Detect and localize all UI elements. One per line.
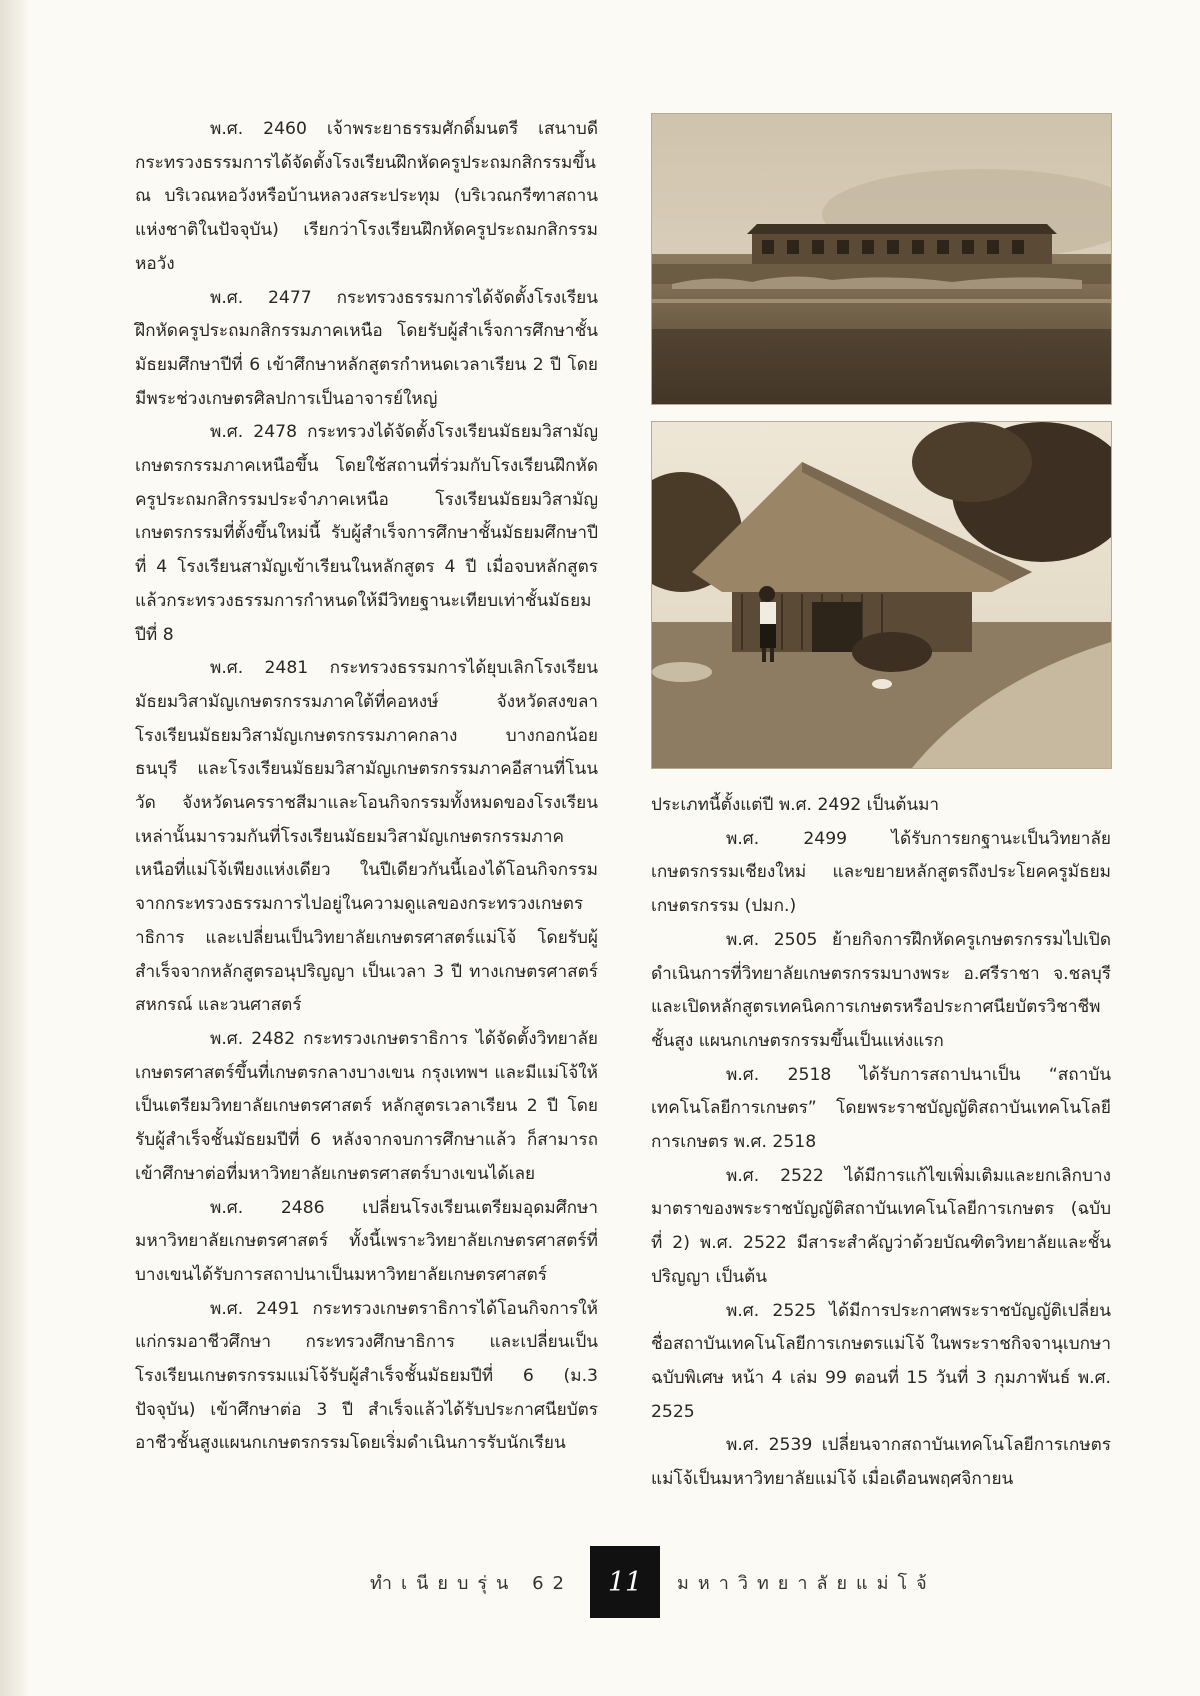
footer-university-name: มหาวิทยาลัยแม่โจ้ xyxy=(677,1573,936,1594)
history-paragraph: พ.ศ. 2460 เจ้าพระยาธรรมศักดิ์มนตรี เสนาบดีกระทรวงธรรมการได้จัดตั้งโรงเรียนฝึกหัดครูประถมกสิกรรมขึ้น ณ บริเวณหอวังหรือบ้านหลวงสระประทุม (บริเวณกรีฑาสถานแห่งชาติในปัจจุบัน) เรียกว่าโรงเรียนฝึกหัดครูประถมกสิกรรมหอวัง xyxy=(135,119,598,274)
history-paragraph: ประเภทนี้ตั้งแต่ปี พ.ศ. 2492 เป็นต้นมา xyxy=(651,795,940,815)
history-paragraph: พ.ศ. 2525 ได้มีการประกาศพระราชบัญญัติเปลี่ยนชื่อสถาบันเทคโนโลยีการเกษตรแม่โจ้ ในพระราชกิจจานุเบกษา ฉบับพิเศษ หน้า 4 เล่ม 99 ตอนที่ 15 วันที่ 3 กุมภาพันธ์ พ.ศ. 2525 xyxy=(651,1300,1111,1422)
scanned-page-edge xyxy=(0,0,30,1696)
historic-campus-building-photo xyxy=(651,113,1112,405)
history-paragraph: พ.ศ. 2481 กระทรวงธรรมการได้ยุบเลิกโรงเรียนมัธยมวิสามัญเกษตรกรรมภาคใต้ที่คอหงษ์ จังหวัดสงขลา โรงเรียนมัธยมวิสามัญเกษตรกรรมภาคกลาง บางกอกน้อย ธนบุรี และโรงเรียนมัธยมวิสามัญเกษตรกรรมภาคอีสานที่โนนวัด จังหวัดนครราชสีมาและโอนกิจกรรมทั้งหมดของโรงเรียนเหล่านั้นมารวมกันที่โรงเรียนมัธยมวิสามัญเกษตรกรรมภาคเหนือที่แม่โจ้เพียงแห่งเดียว ในปีเดียวกันนี้เองได้โอนกิจกรรมจากกระทรวงธรรมการไปอยู่ในความดูแลของกระทรวงเกษตราธิการ และเปลี่ยนเป็นวิทยาลัยเกษตรศาสตร์แม่โจ้ โดยรับผู้สำเร็จจากหลักสูตรอนุปริญญา เป็นเวลา 3 ปี ทางเกษตรศาสตร์สหกรณ์ และวนศาสตร์ xyxy=(135,658,598,1016)
history-paragraph: พ.ศ. 2491 กระทรวงเกษตราธิการได้โอนกิจการให้แก่กรมอาชีวศึกษา กระทรวงศึกษาธิการ และเปลี่ยนเป็นโรงเรียนเกษตรกรรมแม่โจ้รับผู้สำเร็จชั้นมัธยมปีที่ 6 (ม.3 ปัจจุบัน) เข้าศึกษาต่อ 3 ปี สำเร็จแล้วได้รับประกาศนียบัตรอาชีวชั้นสูงแผนกเกษตรกรรมโดยเริ่มดำเนินการรับนักเรียน xyxy=(135,1298,598,1454)
history-paragraph: พ.ศ. 2478 กระทรวงได้จัดตั้งโรงเรียนมัธยมวิสามัญเกษตรกรรมภาคเหนือขึ้น โดยใช้สถานที่ร่วมกับโรงเรียนฝึกหัดครูประถมกสิกรรมประจำภาคเหนือ โรงเรียนมัธยมวิสามัญเกษตรกรรมที่ตั้งขึ้นใหม่นี้ รับผู้สำเร็จการศึกษาชั้นมัธยมศึกษาปีที่ 4 โรงเรียนสามัญเข้าเรียนในหลักสูตร 4 ปี เมื่อจบหลักสูตรแล้วกระทรวงธรรมการกำหนดให้มีวิทยฐานะเทียบเท่าชั้นมัธยมปีที่ 8 xyxy=(135,422,598,645)
history-paragraph: พ.ศ. 2486 เปลี่ยนโรงเรียนเตรียมอุดมศึกษามหาวิทยาลัยเกษตรศาสตร์ ทั้งนี้เพราะวิทยาลัยเกษตรศาสตร์ที่บางเขนได้รับการสถาปนาเป็นมหาวิทยาลัยเกษตรศาสตร์ xyxy=(135,1197,598,1285)
history-paragraph: พ.ศ. 2518 ได้รับการสถาปนาเป็น “สถาบันเทคโนโลยีการเกษตร” โดยพระราชบัญญัติสถาบันเทคโนโลยีการเกษตร พ.ศ. 2518 xyxy=(651,1064,1111,1153)
page-footer xyxy=(0,1546,1200,1618)
history-paragraph: พ.ศ. 2499 ได้รับการยกฐานะเป็นวิทยาลัยเกษตรกรรมเชียงใหม่ และขยายหลักสูตรถึงประโยคครูมัธยมเกษตรกรรม (ปมก.) xyxy=(651,828,1111,917)
history-paragraph: พ.ศ. 2505 ย้ายกิจการฝึกหัดครูเกษตรกรรมไปเปิดดำเนินการที่วิทยาลัยเกษตรกรรมบางพระ อ.ศรีราชา จ.ชลบุรี และเปิดหลักสูตรเทคนิคการเกษตรหรือประกาศนียบัตรวิชาชีพชั้นสูง แผนกเกษตรกรรมขึ้นเป็นแห่งแรก xyxy=(651,929,1111,1051)
left-text-column xyxy=(135,113,598,1461)
history-paragraph: พ.ศ. 2482 กระทรวงเกษตราธิการ ได้จัดตั้งวิทยาลัยเกษตรศาสตร์ขึ้นที่เกษตรกลางบางเขน กรุงเทพฯ และมีแม่โจ้ให้เป็นเตรียมวิทยาลัยเกษตรศาสตร์ หลักสูตรเวลาเรียน 2 ปี โดยรับผู้สำเร็จชั้นมัธยมปีที่ 6 หลังจากจบการศึกษาแล้ว ก็สามารถเข้าศึกษาต่อที่มหาวิทยาลัยเกษตรศาสตร์บางเขนได้เลย xyxy=(135,1028,598,1184)
history-paragraph: พ.ศ. 2522 ได้มีการแก้ไขเพิ่มเติมและยกเลิกบางมาตราของพระราชบัญญัติสถาบันเทคโนโลยีการเกษตร (ฉบับที่ 2) พ.ศ. 2522 มีสาระสำคัญว่าด้วยบัณฑิตวิทยาลัยและชั้นปริญญา เป็นต้น xyxy=(651,1165,1111,1287)
page-number: 11 xyxy=(607,1566,643,1598)
thatched-hut-student-photo xyxy=(651,421,1112,769)
history-paragraph: พ.ศ. 2477 กระทรวงธรรมการได้จัดตั้งโรงเรียนฝึกหัดครูประถมกสิกรรมภาคเหนือ โดยรับผู้สำเร็จการศึกษาชั้นมัธยมศึกษาปีที่ 6 เข้าศึกษาหลักสูตรกำหนดเวลาเรียน 2 ปี โดยมีพระช่วงเกษตรศิลปการเป็นอาจารย์ใหญ่ xyxy=(135,287,598,409)
page-number-box xyxy=(590,1546,660,1618)
history-paragraph: พ.ศ. 2539 เปลี่ยนจากสถาบันเทคโนโลยีการเกษตรแม่โจ้เป็นมหาวิทยาลัยแม่โจ้ เมื่อเดือนพฤศจิกายน xyxy=(651,1435,1111,1490)
right-text-column xyxy=(651,789,1111,1497)
footer-publication-title: ทำเนียบรุ่น 62 xyxy=(369,1573,573,1594)
